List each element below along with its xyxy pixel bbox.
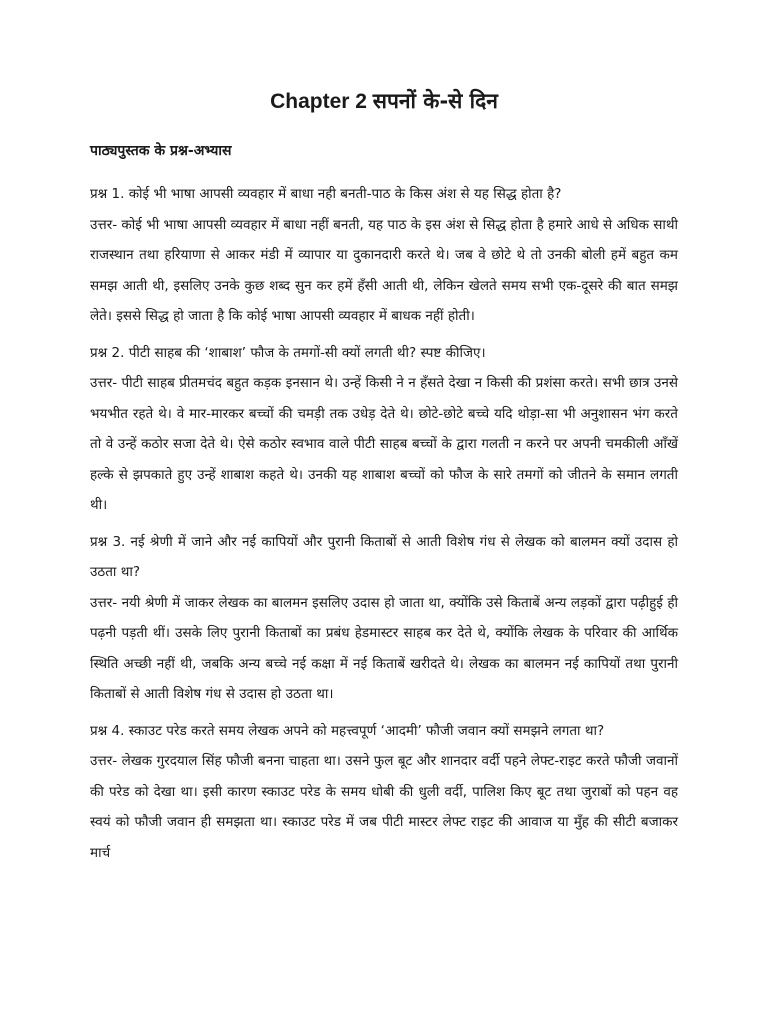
answer-text: उत्तर- कोई भी भाषा आपसी व्यवहार में बाधा नहीं बनती, यह पाठ के इस अंश से सिद्ध होता है हमारे आधे से अधिक साथी राजस्थान तथा हरियाणा से आकर मंडी में व्यापार या दुकानदारी करते थे। जब वे छोटे थे तो उनकी बोली हमें बहुत कम समझ आती थी, इसलिए उनके कुछ शब्द सुन कर हमें हँसी आती थी, लेकिन खेलते समय सभी एक-दूसरे की बात समझ लेते। इससे सिद्ध हो जाता है कि कोई भाषा आपसी व्यवहार में बाधक नहीं होती। xyxy=(90,216,678,324)
qa-block-3 xyxy=(90,527,678,710)
answer-text: उत्तर- लेखक गुरदयाल सिंह फौजी बनना चाहता था। उसने फुल बूट और शानदार वर्दी पहने लेफ्ट-राइट करते फौजी जवानों की परेड को देखा था। इसी कारण स्काउट परेड के समय धोबी की धुली वर्दी, पालिश किए बूट तथा जुराबों को पहन वह स्वयं को फौजी जवान ही समझता था। स्काउट परेड में जब पीटी मास्टर लेफ्ट राइट की आवाज या मुँह की सीटी बजाकर मार्च xyxy=(90,753,678,861)
chapter-number: Chapter 2 xyxy=(270,90,367,113)
question-text: प्रश्न 3. नई श्रेणी में जाने और नई कापियों और पुरानी किताबों से आती विशेष गंध से लेखक को बालमन क्यों उदास हो उठता था? xyxy=(90,533,678,580)
question-text: प्रश्न 2. पीटी साहब की ‘शाबाश’ फौज के तमगों-सी क्यों लगती थी? स्पष्ट कीजिए। xyxy=(90,344,486,361)
question-text: प्रश्न 1. कोई भी भाषा आपसी व्यवहार में बाधा नही बनती-पाठ के किस अंश से यह सिद्ध होता है? xyxy=(90,186,562,202)
qa-block-2 xyxy=(90,338,678,521)
qa-block-4 xyxy=(90,716,678,869)
section-heading: पाठ्यपुस्तक के प्रश्न-अभ्यास xyxy=(90,143,232,159)
question-text: प्रश्न 4. स्काउट परेड करते समय लेखक अपने को महत्त्वपूर्ण ‘आदमी’ फौजी जवान क्यों समझने लगता था? xyxy=(90,722,605,739)
qa-block-1 xyxy=(90,179,678,332)
chapter-name: सपनों के-से दिन xyxy=(372,89,498,113)
answer-text: उत्तर- नयी श्रेणी में जाकर लेखक का बालमन इसलिए उदास हो जाता था, क्योंकि उसे किताबें अन्य लड़कों द्वारा पढ़ीहुई ही पढ़नी पड़ती थीं। उसके लिए पुरानी किताबों का प्रबंध हेडमास्टर साहब कर देते थे, क्योंकि लेखक के परिवार की आर्थिक स्थिति अच्छी नहीं थी, जबकि अन्य बच्चे नई कक्षा में नई किताबें खरीदते थे। लेखक का बालमन नई कापियों तथा पुरानी किताबों से आती विशेष गंध से उदास हो उठता था। xyxy=(90,594,678,702)
answer-text: उत्तर- पीटी साहब प्रीतमचंद बहुत कड़क इनसान थे। उन्हें किसी ने न हँसते देखा न किसी की प्रशंसा करते। सभी छात्र उनसे भयभीत रहते थे। वे मार-मारकर बच्चों की चमड़ी तक उधेड़ देते थे। छोटे-छोटे बच्चे यदि थोड़ा-सा भी अनुशासन भंग करते तो वे उन्हें कठोर सजा देते थे। ऐसे कठोर स्वभाव वाले पीटी साहब बच्चों के द्वारा गलती न करने पर अपनी चमकीली आँखें हल्के से झपकाते हुए उन्हें शाबाश कहते थे। उनकी यह शाबाश बच्चों को फौज के सारे तमगों को जीतने के समान लगती थी। xyxy=(90,375,678,513)
page-title xyxy=(90,86,678,117)
